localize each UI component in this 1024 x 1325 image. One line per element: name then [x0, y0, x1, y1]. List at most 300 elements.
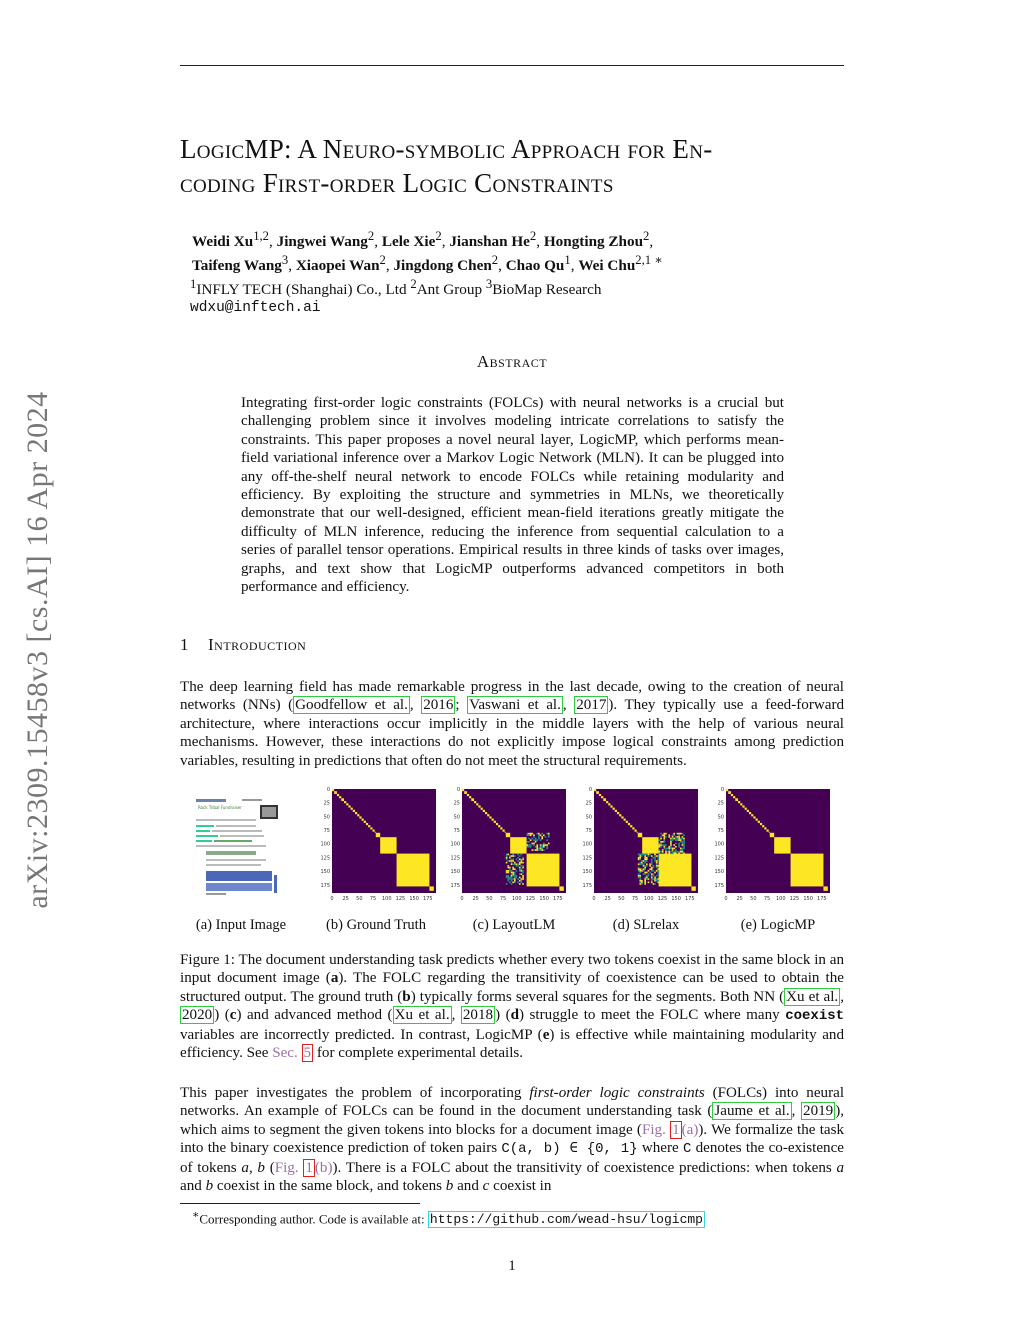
matrix-noise	[516, 863, 518, 865]
matrix-noise	[519, 863, 521, 865]
matrix-noise	[651, 870, 653, 872]
y-tick-label: 50	[323, 814, 330, 821]
matrix-noise	[517, 863, 519, 865]
matrix-noise	[514, 873, 516, 875]
matrix-noise	[656, 863, 658, 865]
author-sup: 2	[367, 229, 375, 243]
matrix-block	[489, 816, 491, 818]
matrix-noise	[659, 844, 661, 846]
citation-link[interactable]: Jaume et al.	[714, 1103, 790, 1120]
matrix-noise	[521, 882, 523, 884]
matrix-noise	[664, 834, 666, 836]
citation-link[interactable]: 2017	[576, 697, 607, 714]
title-line-2: coding First-order Logic Constraints	[180, 168, 614, 198]
matrix-noise	[546, 839, 548, 841]
x-tick-label: 100	[511, 896, 522, 902]
matrix-noise	[540, 846, 542, 848]
author-sup: 2	[529, 229, 537, 243]
matrix-noise	[522, 870, 524, 872]
matrix-noise	[543, 844, 545, 846]
matrix-noise	[670, 851, 672, 853]
matrix-noise	[651, 877, 653, 879]
matrix-noise	[514, 868, 516, 870]
matrix-noise	[530, 846, 532, 848]
matrix-noise	[512, 855, 514, 857]
matrix-noise	[530, 833, 532, 835]
matrix-block	[762, 825, 764, 827]
matrix-noise	[644, 859, 646, 861]
figure-ref-link[interactable]: Fig. 1 (b)	[274, 1159, 333, 1176]
matrix-noise	[680, 833, 682, 835]
text: ,	[562, 697, 575, 714]
author-email[interactable]: wdxu@inftech.ai	[190, 300, 321, 317]
matrix-noise	[678, 852, 680, 854]
matrix-noise	[639, 878, 641, 880]
matrix-noise	[644, 873, 646, 875]
matrix-noise	[514, 882, 516, 884]
matrix-block	[353, 810, 355, 812]
matrix-noise	[527, 841, 529, 843]
author-sup: 2	[379, 253, 386, 268]
matrix-noise	[659, 849, 661, 851]
affiliation: BioMap Research	[492, 281, 602, 299]
matrix-noise	[664, 844, 666, 846]
x-tick-label: 175	[553, 896, 563, 902]
matrix-noise	[535, 838, 537, 840]
text: ,	[409, 697, 422, 714]
matrix-block	[770, 833, 774, 837]
matrix-block	[376, 833, 380, 837]
matrix-noise	[664, 848, 666, 850]
matrix-block	[478, 805, 480, 807]
matrix-noise	[541, 844, 543, 846]
matrix-noise	[543, 843, 545, 845]
matrix-noise	[678, 846, 680, 848]
matrix-noise	[668, 849, 670, 851]
matrix-noise	[646, 877, 648, 879]
matrix-noise	[507, 854, 509, 856]
matrix-noise	[546, 844, 548, 846]
matrix-noise	[639, 875, 641, 877]
matrix-noise	[507, 875, 509, 877]
matrix-noise	[657, 880, 659, 882]
author-sup: 3	[281, 253, 289, 268]
matrix-noise	[677, 833, 679, 835]
matrix-noise	[507, 870, 509, 872]
y-tick-label: 125	[450, 855, 460, 862]
subcaption-c: (c) LayoutLM	[472, 917, 556, 933]
arxiv-id: arXiv:2309.15458v3 [cs.AI] 16 Apr 2024	[21, 391, 54, 909]
matrix-noise	[656, 878, 658, 880]
subcaption-e: (e) LogicMP	[740, 917, 816, 933]
matrix-noise	[521, 878, 523, 880]
matrix-block	[747, 810, 749, 812]
matrix-noise	[528, 834, 530, 836]
matrix-noise	[668, 848, 670, 850]
matrix-block	[733, 796, 735, 798]
matrix-block	[464, 791, 467, 794]
matrix-noise	[646, 863, 648, 865]
author-block	[192, 227, 832, 318]
matrix-noise	[644, 877, 646, 879]
matrix-noise	[672, 838, 674, 840]
author-sup: 2,1 ∗	[635, 253, 663, 268]
abstract-heading: Abstract	[476, 352, 548, 371]
y-tick-label: 100	[320, 841, 330, 848]
matrix-noise	[546, 846, 548, 848]
matrix-block	[366, 823, 368, 825]
x-tick-label: 100	[643, 896, 654, 902]
section-ref-link[interactable]: Sec. 5	[272, 1045, 312, 1062]
matrix-noise	[639, 872, 641, 874]
matrix-noise	[651, 880, 653, 882]
matrix-noise	[639, 855, 641, 857]
matrix-noise	[644, 865, 646, 867]
matrix-noise	[527, 846, 529, 848]
matrix-noise	[649, 865, 651, 867]
matrix-noise	[519, 873, 521, 875]
matrix-noise	[675, 849, 677, 851]
matrix-noise	[665, 851, 667, 853]
affiliation: Ant Group	[416, 281, 486, 299]
matrix-noise	[638, 873, 640, 875]
matrix-noise	[538, 836, 540, 838]
matrix-noise	[530, 834, 532, 836]
matrix-noise	[639, 854, 641, 856]
y-tick-label: 75	[717, 828, 724, 835]
citation-link[interactable]: Goodfellow et al.	[295, 697, 408, 714]
matrix-noise	[507, 865, 509, 867]
y-tick-label: 150	[582, 869, 592, 876]
x-tick-label: 0	[592, 896, 596, 902]
matrix-noise	[670, 843, 672, 845]
text: ;	[455, 697, 468, 714]
matrix-block	[344, 801, 346, 803]
matrix-noise	[511, 875, 513, 877]
matrix-noise	[511, 862, 513, 864]
matrix-noise	[644, 872, 646, 874]
matrix-noise	[541, 846, 543, 848]
matrix-noise	[514, 877, 516, 879]
matrix-block	[823, 886, 827, 890]
matrix-noise	[519, 877, 521, 879]
matrix-noise	[521, 860, 523, 862]
matrix-noise	[522, 875, 524, 877]
matrix-block	[351, 808, 353, 810]
matrix-noise	[519, 855, 521, 857]
matrix-noise	[512, 863, 514, 865]
matrix-noise	[639, 882, 641, 884]
matrix-noise	[673, 834, 675, 836]
matrix-noise	[641, 883, 643, 885]
matrix-noise	[639, 859, 641, 861]
matrix-noise	[507, 880, 509, 882]
section-title: Introduction	[208, 635, 307, 654]
x-tick-label: 75	[369, 896, 377, 902]
matrix-noise	[673, 848, 675, 850]
matrix-noise	[646, 872, 648, 874]
matrix-noise	[675, 836, 677, 838]
matrix-block	[485, 812, 487, 814]
y-tick-label: 50	[717, 814, 724, 821]
matrix-noise	[672, 849, 674, 851]
matrix-noise	[535, 841, 537, 843]
citation-link[interactable]: 2016	[423, 697, 454, 714]
arxiv-stamp	[18, 360, 58, 940]
figure-ref-link[interactable]: Fig. 1 (a)	[641, 1121, 699, 1138]
matrix-block	[764, 827, 766, 829]
matrix-noise	[638, 877, 640, 879]
matrix-noise	[638, 854, 640, 856]
matrix-block	[626, 821, 628, 823]
matrix-noise	[541, 849, 543, 851]
matrix-block	[637, 832, 638, 833]
matrix-noise	[651, 863, 653, 865]
matrix-block	[359, 816, 361, 818]
matrix-noise	[536, 849, 538, 851]
subcaption-d: (d) SLrelax	[612, 917, 680, 933]
footnote-rule	[180, 1203, 420, 1204]
matrix-noise	[516, 859, 518, 861]
matrix-noise	[656, 875, 658, 877]
matrix-block	[471, 798, 474, 801]
matrix-noise	[516, 865, 518, 867]
matrix-noise	[664, 839, 666, 841]
matrix-noise	[528, 833, 530, 835]
x-tick-label: 125	[789, 896, 800, 902]
matrix-noise	[521, 868, 523, 870]
x-tick-label: 75	[631, 896, 639, 902]
matrix-noise	[683, 843, 685, 845]
matrix-block	[601, 796, 603, 798]
aff-sup: 2	[410, 277, 417, 292]
matrix-noise	[683, 834, 685, 836]
matrix-noise	[659, 852, 661, 854]
matrix-block	[334, 791, 337, 794]
matrix-noise	[662, 834, 664, 836]
matrix-block	[610, 805, 612, 807]
matrix-noise	[521, 862, 523, 864]
matrix-noise	[543, 834, 545, 836]
matrix-noise	[530, 839, 532, 841]
matrix-block	[638, 833, 642, 837]
matrix-noise	[649, 868, 651, 870]
matrix-noise	[522, 865, 524, 867]
matrix-block	[753, 816, 755, 818]
matrix-block	[503, 830, 505, 832]
matrix-noise	[654, 877, 656, 879]
matrix-noise	[548, 833, 550, 835]
author-name: Taifeng Wang	[192, 257, 282, 275]
y-tick-label: 25	[717, 800, 724, 807]
matrix-noise	[514, 875, 516, 877]
matrix-noise	[664, 833, 666, 835]
matrix-noise	[522, 878, 524, 880]
matrix-noise	[521, 854, 523, 856]
matrix-noise	[517, 882, 519, 884]
author-line-1: Weidi Xu$^{1,2}$, Jingwei Wang$^2$, Lele Xie$^2$, Jianshan He$^2$, Hongting Zhou$^2$,	[192, 229, 654, 251]
matrix-block	[749, 812, 751, 814]
matrix-noise	[541, 838, 543, 840]
matrix-noise	[507, 872, 509, 874]
matrix-block	[740, 803, 742, 805]
text: ). They typically use a feed-forward architecture, where interactions occur implicitly in the middle layers with the help of various neural mechanisms. However, these interactions do not explicitly impose logical constraints among prediction variables, resulting in predictions that often do not meet the structural requirements.	[180, 697, 845, 769]
matrix-noise	[546, 848, 548, 850]
matrix-noise	[657, 882, 659, 884]
matrix-noise	[641, 870, 643, 872]
matrix-block	[726, 789, 728, 791]
y-tick-label: 175	[450, 882, 460, 889]
matrix-noise	[548, 843, 550, 845]
matrix-noise	[648, 875, 650, 877]
matrix-block	[467, 794, 469, 796]
matrix-block	[628, 823, 630, 825]
matrix-block	[596, 791, 599, 794]
matrix-noise	[673, 851, 675, 853]
matrix-noise	[683, 848, 685, 850]
matrix-noise	[660, 851, 662, 853]
matrix-noise	[673, 838, 675, 840]
matrix-noise	[639, 862, 641, 864]
matrix-noise	[519, 868, 521, 870]
x-tick-label: 0	[330, 896, 334, 902]
matrix-noise	[644, 883, 646, 885]
matrix-noise	[682, 851, 684, 853]
author-name: Chao Qu	[505, 257, 565, 275]
x-tick-label: 175	[423, 896, 433, 902]
citation-link[interactable]: 2020	[182, 1007, 213, 1024]
matrix-noise	[646, 857, 648, 859]
matrix-noise	[657, 865, 659, 867]
section-number: 1	[180, 635, 189, 654]
matrix-noise	[512, 859, 514, 861]
y-tick-label: 125	[320, 855, 330, 862]
x-tick-label: 125	[657, 896, 668, 902]
matrix-noise	[519, 880, 521, 882]
matrix-noise	[509, 860, 511, 862]
matrix-noise	[668, 851, 670, 853]
matrix-noise	[638, 875, 640, 877]
matrix-noise	[527, 844, 529, 846]
paper-title	[180, 132, 860, 200]
y-tick-label: 0	[326, 787, 330, 793]
y-tick-label: 50	[453, 814, 460, 821]
matrix-noise	[540, 844, 542, 846]
citation-link[interactable]: Xu et al.	[394, 1007, 450, 1024]
subcaption-a: (a) Input Image	[195, 917, 287, 933]
matrix-noise	[665, 848, 667, 850]
matrix-noise	[682, 841, 684, 843]
matrix-noise	[512, 872, 514, 874]
matrix-noise	[646, 854, 648, 856]
matrix-noise	[656, 867, 658, 869]
matrix-noise	[541, 833, 543, 835]
matrix-noise	[536, 844, 538, 846]
matrix-noise	[672, 836, 674, 838]
matrix-noise	[651, 873, 653, 875]
matrix-noise	[638, 868, 640, 870]
matrix-noise	[643, 865, 645, 867]
matrix-noise	[670, 839, 672, 841]
matrix-noise	[516, 870, 518, 872]
matrix-noise	[665, 852, 667, 854]
matrix-noise	[683, 839, 685, 841]
matrix-noise	[682, 833, 684, 835]
author-line-2: Taifeng Wang$^3$, Xiaopei Wan$^2$, Jingdong Chen$^2$, Chao Qu$^1$, Wei Chu$^{2,1 ∗}$	[192, 253, 663, 275]
matrix-noise	[668, 852, 670, 854]
matrix-noise	[646, 878, 648, 880]
citation-link[interactable]: 2019	[803, 1103, 834, 1120]
matrix-block	[599, 794, 601, 796]
matrix-noise	[660, 836, 662, 838]
matrix-block	[483, 810, 485, 812]
matrix-noise	[506, 859, 508, 861]
matrix-noise	[535, 849, 537, 851]
matrix-noise	[680, 851, 682, 853]
y-tick-label: 100	[582, 841, 592, 848]
matrix-noise	[682, 844, 684, 846]
matrix-noise	[514, 863, 516, 865]
matrix-block	[738, 801, 740, 803]
matrix-noise	[533, 836, 535, 838]
thumbnail-title: Rock Tribal Fundraiser	[198, 805, 242, 810]
matrix-noise	[660, 838, 662, 840]
matrix-noise	[657, 868, 659, 870]
matrix-noise	[516, 877, 518, 879]
code-url-link[interactable]: https://github.com/wead-hsu/logicmp	[429, 1212, 703, 1228]
matrix-noise	[657, 859, 659, 861]
matrix-noise	[528, 844, 530, 846]
x-tick-label: 175	[685, 896, 695, 902]
matrix-noise	[656, 855, 658, 857]
matrix-noise	[657, 878, 659, 880]
x-tick-label: 75	[499, 896, 507, 902]
citation-link[interactable]: Vaswani et al.	[469, 697, 561, 714]
x-tick-label: 75	[763, 896, 771, 902]
matrix-noise	[656, 870, 658, 872]
citation-link[interactable]: Xu et al.	[786, 988, 839, 1005]
matrix-noise	[659, 846, 661, 848]
matrix-noise	[651, 868, 653, 870]
matrix-block	[429, 886, 433, 890]
matrix-noise	[651, 859, 653, 861]
matrix-noise	[527, 833, 529, 835]
matrix-block	[346, 803, 348, 805]
matrix-noise	[512, 878, 514, 880]
matrix-block	[615, 810, 617, 812]
matrix-noise	[644, 854, 646, 856]
matrix-noise	[512, 875, 514, 877]
matrix-noise	[654, 857, 656, 859]
matrix-noise	[646, 865, 648, 867]
matrix-noise	[662, 852, 664, 854]
matrix-noise	[639, 870, 641, 872]
matrix-noise	[651, 867, 653, 869]
matrix-noise	[548, 834, 550, 836]
matrix-noise	[665, 833, 667, 835]
matrix-noise	[512, 868, 514, 870]
citation-link[interactable]: 2018	[462, 1007, 494, 1024]
author-name: Jingdong Chen	[393, 257, 492, 275]
matrix-noise	[511, 859, 513, 861]
matrix-noise	[644, 862, 646, 864]
y-tick-label: 175	[320, 882, 330, 889]
matrix-noise	[657, 870, 659, 872]
matrix-noise	[672, 834, 674, 836]
matrix-noise	[646, 859, 648, 861]
matrix-noise	[638, 859, 640, 861]
matrix-noise	[517, 854, 519, 856]
